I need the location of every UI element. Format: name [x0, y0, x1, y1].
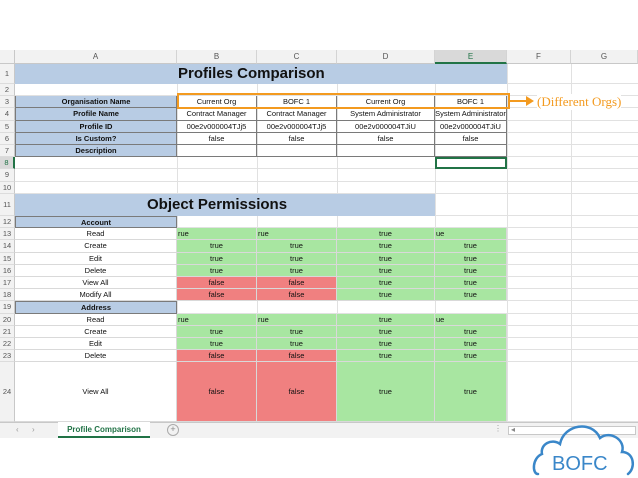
permission-value-cell[interactable]: true [337, 326, 435, 338]
permission-value-cell[interactable]: true [337, 240, 435, 252]
grid-line-horizontal [15, 168, 638, 169]
permission-value-cell[interactable]: true [435, 289, 507, 301]
spreadsheet[interactable] [0, 50, 638, 434]
permission-label-cell[interactable]: View All [15, 277, 177, 289]
column-header-c[interactable]: C [257, 50, 337, 64]
row-header-4[interactable]: 4 [0, 108, 15, 120]
permission-label-cell[interactable]: Delete [15, 350, 177, 362]
profile-value-cell[interactable]: Contract Manager [257, 108, 337, 120]
object-header-cell[interactable]: Account [15, 216, 177, 228]
profile-value-cell[interactable] [337, 145, 435, 157]
permission-value-cell[interactable]: false [257, 277, 337, 289]
row-header-5[interactable]: 5 [0, 121, 15, 133]
prev-sheet-icon[interactable]: ‹ [16, 425, 19, 434]
title-object-permissions: Object Permissions [147, 196, 288, 213]
row-header-20[interactable]: 20 [0, 314, 15, 326]
profile-value-cell[interactable]: false [435, 133, 507, 145]
title-profiles-comparison: Profiles Comparison [178, 65, 325, 82]
permission-value-cell[interactable]: false [257, 289, 337, 301]
permission-label-cell[interactable]: Edit [15, 338, 177, 350]
permission-value-cell[interactable]: true [435, 277, 507, 289]
row-header-16[interactable]: 16 [0, 265, 15, 277]
add-sheet-icon[interactable]: + [167, 424, 179, 436]
permission-value-cell[interactable]: true [435, 240, 507, 252]
row-header-15[interactable]: 15 [0, 253, 15, 265]
permission-label-cell[interactable]: Create [15, 326, 177, 338]
column-header-d[interactable]: D [337, 50, 435, 64]
permission-value-cell[interactable]: true [257, 253, 337, 265]
profile-value-cell[interactable]: BOFC 1 [435, 96, 507, 108]
row-header-23[interactable]: 23 [0, 350, 15, 362]
different-orgs-highlight [177, 93, 510, 109]
profile-label-cell[interactable]: Organisation Name [15, 96, 177, 108]
permission-value-cell[interactable]: true [257, 240, 337, 252]
permission-value-cell[interactable]: true [177, 253, 257, 265]
profile-value-cell[interactable] [435, 145, 507, 157]
logo-text: BOFC [552, 453, 608, 475]
column-header-f[interactable]: F [507, 50, 571, 64]
profile-value-cell[interactable]: 00e2v000004TJj5 [177, 121, 257, 133]
column-header-g[interactable]: G [571, 50, 638, 64]
profile-value-cell[interactable]: false [337, 133, 435, 145]
column-header-a[interactable]: A [15, 50, 177, 64]
object-header-cell[interactable]: Address [15, 301, 177, 313]
profile-value-cell[interactable] [257, 145, 337, 157]
profile-value-cell[interactable]: Contract Manager [177, 108, 257, 120]
row-header-3[interactable]: 3 [0, 96, 15, 108]
row-header-7[interactable]: 7 [0, 145, 15, 157]
next-sheet-icon[interactable]: › [32, 425, 35, 434]
permission-value-cell[interactable]: rue [177, 228, 257, 240]
profile-value-cell[interactable]: false [177, 133, 257, 145]
permission-label-cell[interactable]: Edit [15, 253, 177, 265]
grid-line-vertical [507, 64, 508, 422]
profile-value-cell[interactable]: 00e2v000004TJj5 [257, 121, 337, 133]
profile-label-cell[interactable]: Is Custom? [15, 133, 177, 145]
profile-label-cell[interactable]: Profile ID [15, 121, 177, 133]
permission-value-cell[interactable]: true [435, 362, 507, 422]
row-header-8[interactable]: 8 [0, 157, 15, 169]
profile-label-cell[interactable]: Description [15, 145, 177, 157]
permission-value-cell[interactable]: true [337, 338, 435, 350]
permission-value-cell[interactable]: true [337, 265, 435, 277]
permission-label-cell[interactable]: Create [15, 240, 177, 252]
row-header-12[interactable]: 12 [0, 216, 15, 228]
profile-value-cell[interactable]: Current Org [177, 96, 257, 108]
row-header-18[interactable]: 18 [0, 289, 15, 301]
row-header-2[interactable]: 2 [0, 84, 15, 96]
permission-label-cell[interactable]: Modify All [15, 289, 177, 301]
permission-value-cell[interactable]: rue [177, 314, 257, 326]
permission-value-cell[interactable]: true [337, 228, 435, 240]
permission-value-cell[interactable]: true [337, 253, 435, 265]
profile-value-cell[interactable]: Current Org [337, 96, 435, 108]
profile-value-cell[interactable]: false [257, 133, 337, 145]
permission-value-cell[interactable]: true [177, 240, 257, 252]
permission-value-cell[interactable]: true [257, 265, 337, 277]
select-all-corner[interactable] [0, 50, 15, 64]
profile-value-cell[interactable]: BOFC 1 [257, 96, 337, 108]
row-header-13[interactable]: 13 [0, 228, 15, 240]
permission-value-cell[interactable]: true [337, 350, 435, 362]
permission-value-cell[interactable]: true [435, 338, 507, 350]
permission-value-cell[interactable]: true [435, 265, 507, 277]
permission-value-cell[interactable]: false [257, 350, 337, 362]
scroll-left-icon[interactable]: ◂ [511, 425, 516, 434]
profile-value-cell[interactable]: 00e2v000004TJiU [435, 121, 507, 133]
column-header-e[interactable]: E [435, 50, 507, 64]
profile-value-cell[interactable]: System Administrator [337, 108, 435, 120]
grid-line-horizontal [15, 181, 638, 182]
permission-value-cell[interactable]: ue [435, 314, 507, 326]
profile-value-cell[interactable]: System Administrator [435, 108, 507, 120]
permission-value-cell[interactable]: false [177, 289, 257, 301]
permission-value-cell[interactable]: false [177, 350, 257, 362]
permission-value-cell[interactable]: true [337, 289, 435, 301]
permission-value-cell[interactable]: false [177, 277, 257, 289]
title-object-permissions-cell[interactable] [15, 194, 435, 216]
row-header-21[interactable]: 21 [0, 326, 15, 338]
row-header-10[interactable]: 10 [0, 182, 15, 194]
scroll-dots-icon: ⋮ [494, 424, 502, 433]
permission-value-cell[interactable]: false [177, 362, 257, 422]
row-header-19[interactable]: 19 [0, 301, 15, 313]
permission-value-cell[interactable]: true [435, 253, 507, 265]
row-header-14[interactable]: 14 [0, 240, 15, 252]
row-header-24[interactable]: 24 [0, 362, 15, 422]
permission-value-cell[interactable]: true [177, 326, 257, 338]
row-header-1[interactable]: 1 [0, 64, 15, 84]
permission-value-cell[interactable]: true [337, 314, 435, 326]
permission-value-cell[interactable]: rue [257, 228, 337, 240]
grid-line-vertical [571, 64, 572, 422]
row-header-22[interactable]: 22 [0, 338, 15, 350]
column-header-b[interactable]: B [177, 50, 257, 64]
bofc-logo [530, 410, 638, 478]
profile-value-cell[interactable]: 00e2v000004TJiU [337, 121, 435, 133]
permission-label-cell[interactable]: View All [15, 362, 177, 422]
permission-value-cell[interactable]: true [435, 350, 507, 362]
annotation-different-orgs: (Different Orgs) [537, 94, 622, 109]
profile-value-cell[interactable] [177, 145, 257, 157]
row-header-6[interactable]: 6 [0, 133, 15, 145]
permission-value-cell[interactable]: true [257, 326, 337, 338]
permission-value-cell[interactable]: true [435, 326, 507, 338]
tab-profile-comparison[interactable]: Profile Comparison [58, 422, 150, 438]
permission-value-cell[interactable]: true [177, 338, 257, 350]
row-header-11[interactable]: 11 [0, 194, 15, 216]
permission-value-cell[interactable]: true [337, 277, 435, 289]
title-profiles-comparison-cell[interactable] [15, 64, 507, 84]
permission-label-cell[interactable]: Read [15, 314, 177, 326]
profile-label-cell[interactable]: Profile Name [15, 108, 177, 120]
permission-value-cell[interactable]: rue [257, 314, 337, 326]
permission-value-cell[interactable]: false [257, 362, 337, 422]
permission-label-cell[interactable]: Delete [15, 265, 177, 277]
row-header-17[interactable]: 17 [0, 277, 15, 289]
permission-value-cell[interactable]: ue [435, 228, 507, 240]
annotation-arrow-icon [526, 96, 534, 106]
permission-value-cell[interactable]: true [337, 362, 435, 422]
permission-label-cell[interactable]: Read [15, 228, 177, 240]
row-header-9[interactable]: 9 [0, 169, 15, 181]
permission-value-cell[interactable]: true [257, 338, 337, 350]
permission-value-cell[interactable]: true [177, 265, 257, 277]
selected-cell-e8[interactable] [435, 157, 507, 169]
